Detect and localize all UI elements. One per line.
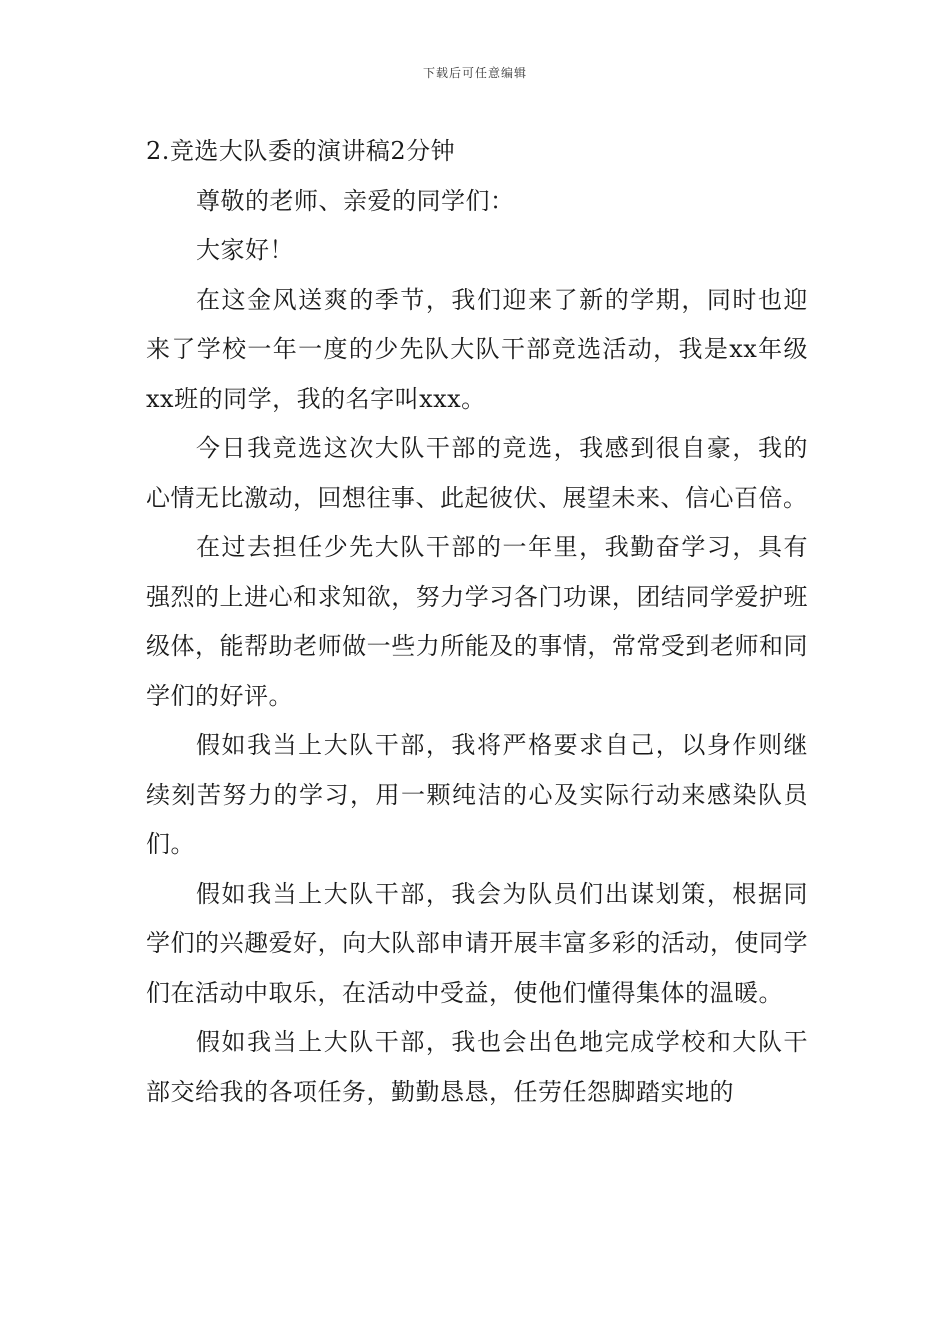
document-body: [146, 127, 808, 1117]
paragraph-greeting: 大家好！: [196, 236, 294, 264]
paragraph: 假如我当上大队干部，我会为队员们出谋划策，根据同学们的兴趣爱好，向大队部申请开展丰富多彩的活动，使同学们在活动中取乐，在活动中受益，使他们懂得集体的温暖。: [146, 879, 808, 1007]
header-note: 下载后可任意编辑: [422, 66, 527, 80]
paragraph: 今日我竞选这次大队干部的竞选，我感到很自豪，我的心情无比激动，回想往事、此起彼伏、展望未来、信心百倍。: [146, 434, 808, 512]
paragraph: 在过去担任少先大队干部的一年里，我勤奋学习，具有强烈的上进心和求知欲，努力学习各门功课，团结同学爱护班级体，能帮助老师做一些力所能及的事情，常常受到老师和同学们的好评。: [146, 533, 808, 710]
document-title: 2.竞选大队委的演讲稿2分钟: [146, 137, 456, 165]
paragraph: 在这金风送爽的季节，我们迎来了新的学期，同时也迎来了学校一年一度的少先队大队干部竞选活动，我是xx年级xx班的同学，我的名字叫xxx。: [146, 285, 808, 413]
paragraph-salutation: 尊敬的老师、亲爱的同学们：: [196, 186, 515, 215]
paragraph: 假如我当上大队干部，我将严格要求自己，以身作则继续刻苦努力的学习，用一颗纯洁的心及实际行动来感染队员们。: [146, 731, 808, 858]
paragraph: 假如我当上大队干部，我也会出色地完成学校和大队干部交给我的各项任务，勤勤恳恳，任劳任怨脚踏实地的: [146, 1028, 808, 1106]
